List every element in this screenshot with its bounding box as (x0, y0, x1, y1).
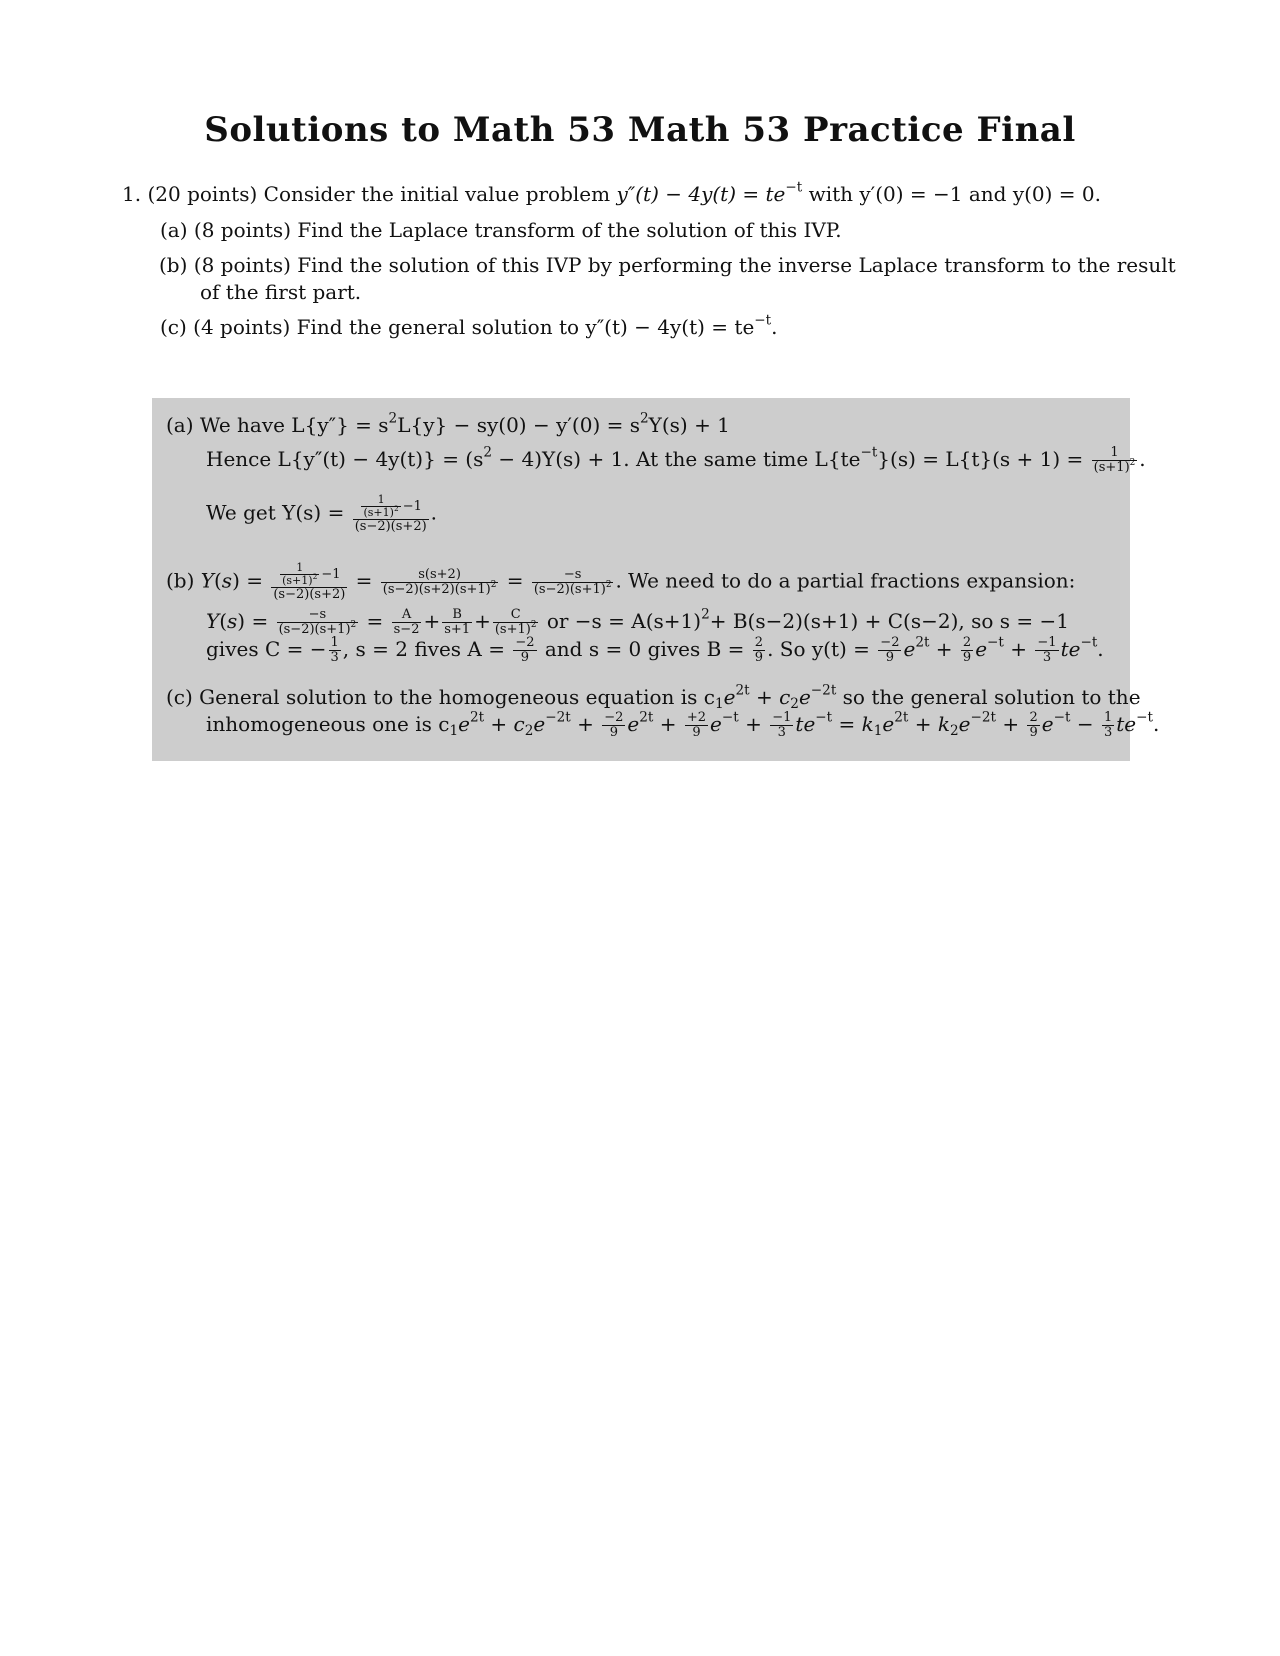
fraction: $\frac{C}{(s+1)^2}$ (494, 607, 537, 637)
problem-conditions: with y′(0) = −1 and y(0) = 0. (808, 182, 1101, 206)
problem-part-b (159, 251, 1176, 279)
fraction: $\frac{2}{9}$ (1029, 710, 1038, 740)
problem-part-a (160, 216, 842, 244)
fraction: $\frac{+2}{9}$ (686, 710, 707, 740)
solution-box (152, 398, 1160, 761)
problem-part-c: (c) (4 points) Find the general solution to $y''(t) - 4y(t) = te^{-t}$. (160, 312, 778, 339)
fraction: $\frac{-2}{9}$ (515, 635, 535, 665)
part-b-points: (8 points) (193, 253, 291, 277)
fraction: $\frac{2}{9}$ (754, 635, 764, 665)
problem-prefix: Consider the initial value problem (263, 182, 611, 206)
part-b-text: Find the solution of this IVP by performing the inverse Laplace transform to the result (297, 253, 1176, 277)
fraction: $\frac{-2}{9}$ (880, 635, 900, 665)
solution-b-line2: Y(s) = $\frac{-s}{(s-2)(s+1)^2}$ = $\frac{A}{s-2}$ + $\frac{B}{s+1}$ + $\frac{C}{(s+1)^2}$ or $-s = A(s+1)^2+ B(s-2)(s+1) + C(s-2)$, so s = −1 (206, 606, 1069, 637)
part-a-label: (a) (160, 218, 188, 242)
problem-statement (122, 180, 1101, 208)
fraction: $\frac{A}{s-2}$ (393, 607, 420, 637)
fraction: $\frac{B}{s+1}$ (444, 607, 471, 637)
solution-c-line2: inhomogeneous one is $c_1e^{2t} + c_2e^{-2t}$ + $\frac{-2}{9}$ $e^{2t}$ + $\frac{+2}{9}$ $e^{-t}$ + $\frac{-1}{3}$ $te^{-t} = k_1e^{2t} + k_2e^{-2t}$ + $\frac{2}{9}$ $e^{-t}$ − $\frac{1}{3}$ $te^{-t}$. (206, 709, 1160, 740)
problem-points: (20 points) (147, 182, 258, 206)
problem-number: 1. (122, 182, 142, 206)
fraction: $\frac{-s}{(s-2)(s+1)^2}$ (278, 607, 357, 637)
fraction: $\frac{-1}{3}$ (772, 710, 792, 740)
part-c-label: (c) (160, 315, 187, 339)
fraction: $\frac{1}{(s+1)^2}$ −1 (s−2)(s+2) (273, 561, 346, 602)
page-title: Solutions to Math 53 Math 53 Practice Final (204, 110, 1076, 150)
solution-a-line2: Hence $L\{y''(t) - 4y(t)\} = (s^2 - 4)Y(s) + 1$. At the same time $L\{te^{-t}\}(s) = L\{t\}(s + 1)$ = $\frac{1}{(s+1)^2}$ . (206, 444, 1146, 475)
part-c-exp: −t (754, 312, 772, 329)
part-a-points: (8 points) (193, 218, 291, 242)
part-c-text: Find the general solution to y″(t) − 4y(t) = te (296, 315, 755, 339)
fraction: $\frac{1}{3}$ (330, 635, 339, 665)
fraction: $\frac{2}{9}$ (962, 635, 972, 665)
fraction: $\frac{s(s+2)}{(s-2)(s+2)(s+1)^2}$ (382, 566, 497, 597)
problem-part-b-cont: of the first part. (200, 280, 362, 304)
solution-b-line3: gives C = − $\frac{1}{3}$ , s = 2 fives A = $\frac{-2}{9}$ and s = 0 gives B = $\frac{2}{9}$ . So y(t) = $\frac{-2}{9}$ $e^{2t}$ + $\frac{2}{9}$ $e^{-t}$ + $\frac{-1}{3}$ $te^{-t}$. (206, 634, 1104, 665)
fraction: $\frac{-s}{(s-2)(s+1)^2}$ (533, 566, 612, 597)
fraction: $\frac{1}{(s+1)^2}$ −1 (s−2)(s+2) (354, 493, 427, 534)
solution-b-label: (b) (166, 568, 195, 593)
solution-a-line1: (a) We have $L\{y''\} = s^2L\{y\} - sy(0) - y'(0) = s^2Y(s) + 1$ (166, 410, 730, 437)
solution-a-label: (a) (166, 413, 194, 437)
solution-c-line1: (c) General solution to the homogeneous equation is $c_1e^{2t} + c_2e^{-2t}$ so the general solution to the (166, 682, 1141, 713)
solution-b-line1: (b) Y(s) = $\frac{1}{(s+1)^2}$ −1 (s−2)(s+2) = $\frac{s(s+2)}{(s-2)(s+2)(s+1)^2}$ = $\frac{-s}{(s-2)(s+1)^2}$ . We need to do a partial fractions expansion: (166, 561, 1076, 602)
problem-equation: y″(t) − 4y(t) = te (616, 182, 786, 206)
fraction: $\frac{1}{3}$ (1103, 710, 1113, 740)
fraction: $\frac{-2}{9}$ (604, 710, 624, 740)
part-c-points: (4 points) (193, 315, 291, 339)
part-a-text: Find the Laplace transform of the solution of this IVP. (297, 218, 842, 242)
part-b-label: (b) (159, 253, 188, 277)
fraction: $\frac{1}{(s+1)^2}$ (1093, 445, 1136, 475)
solution-a-line3: We get Y(s) = $\frac{1}{(s+1)^2}$ −1 (s−2)(s+2) . (206, 493, 438, 534)
solution-c-label: (c) (166, 685, 193, 709)
fraction: $\frac{-1}{3}$ (1037, 635, 1057, 665)
problem-equation-exp: −t (785, 179, 803, 196)
